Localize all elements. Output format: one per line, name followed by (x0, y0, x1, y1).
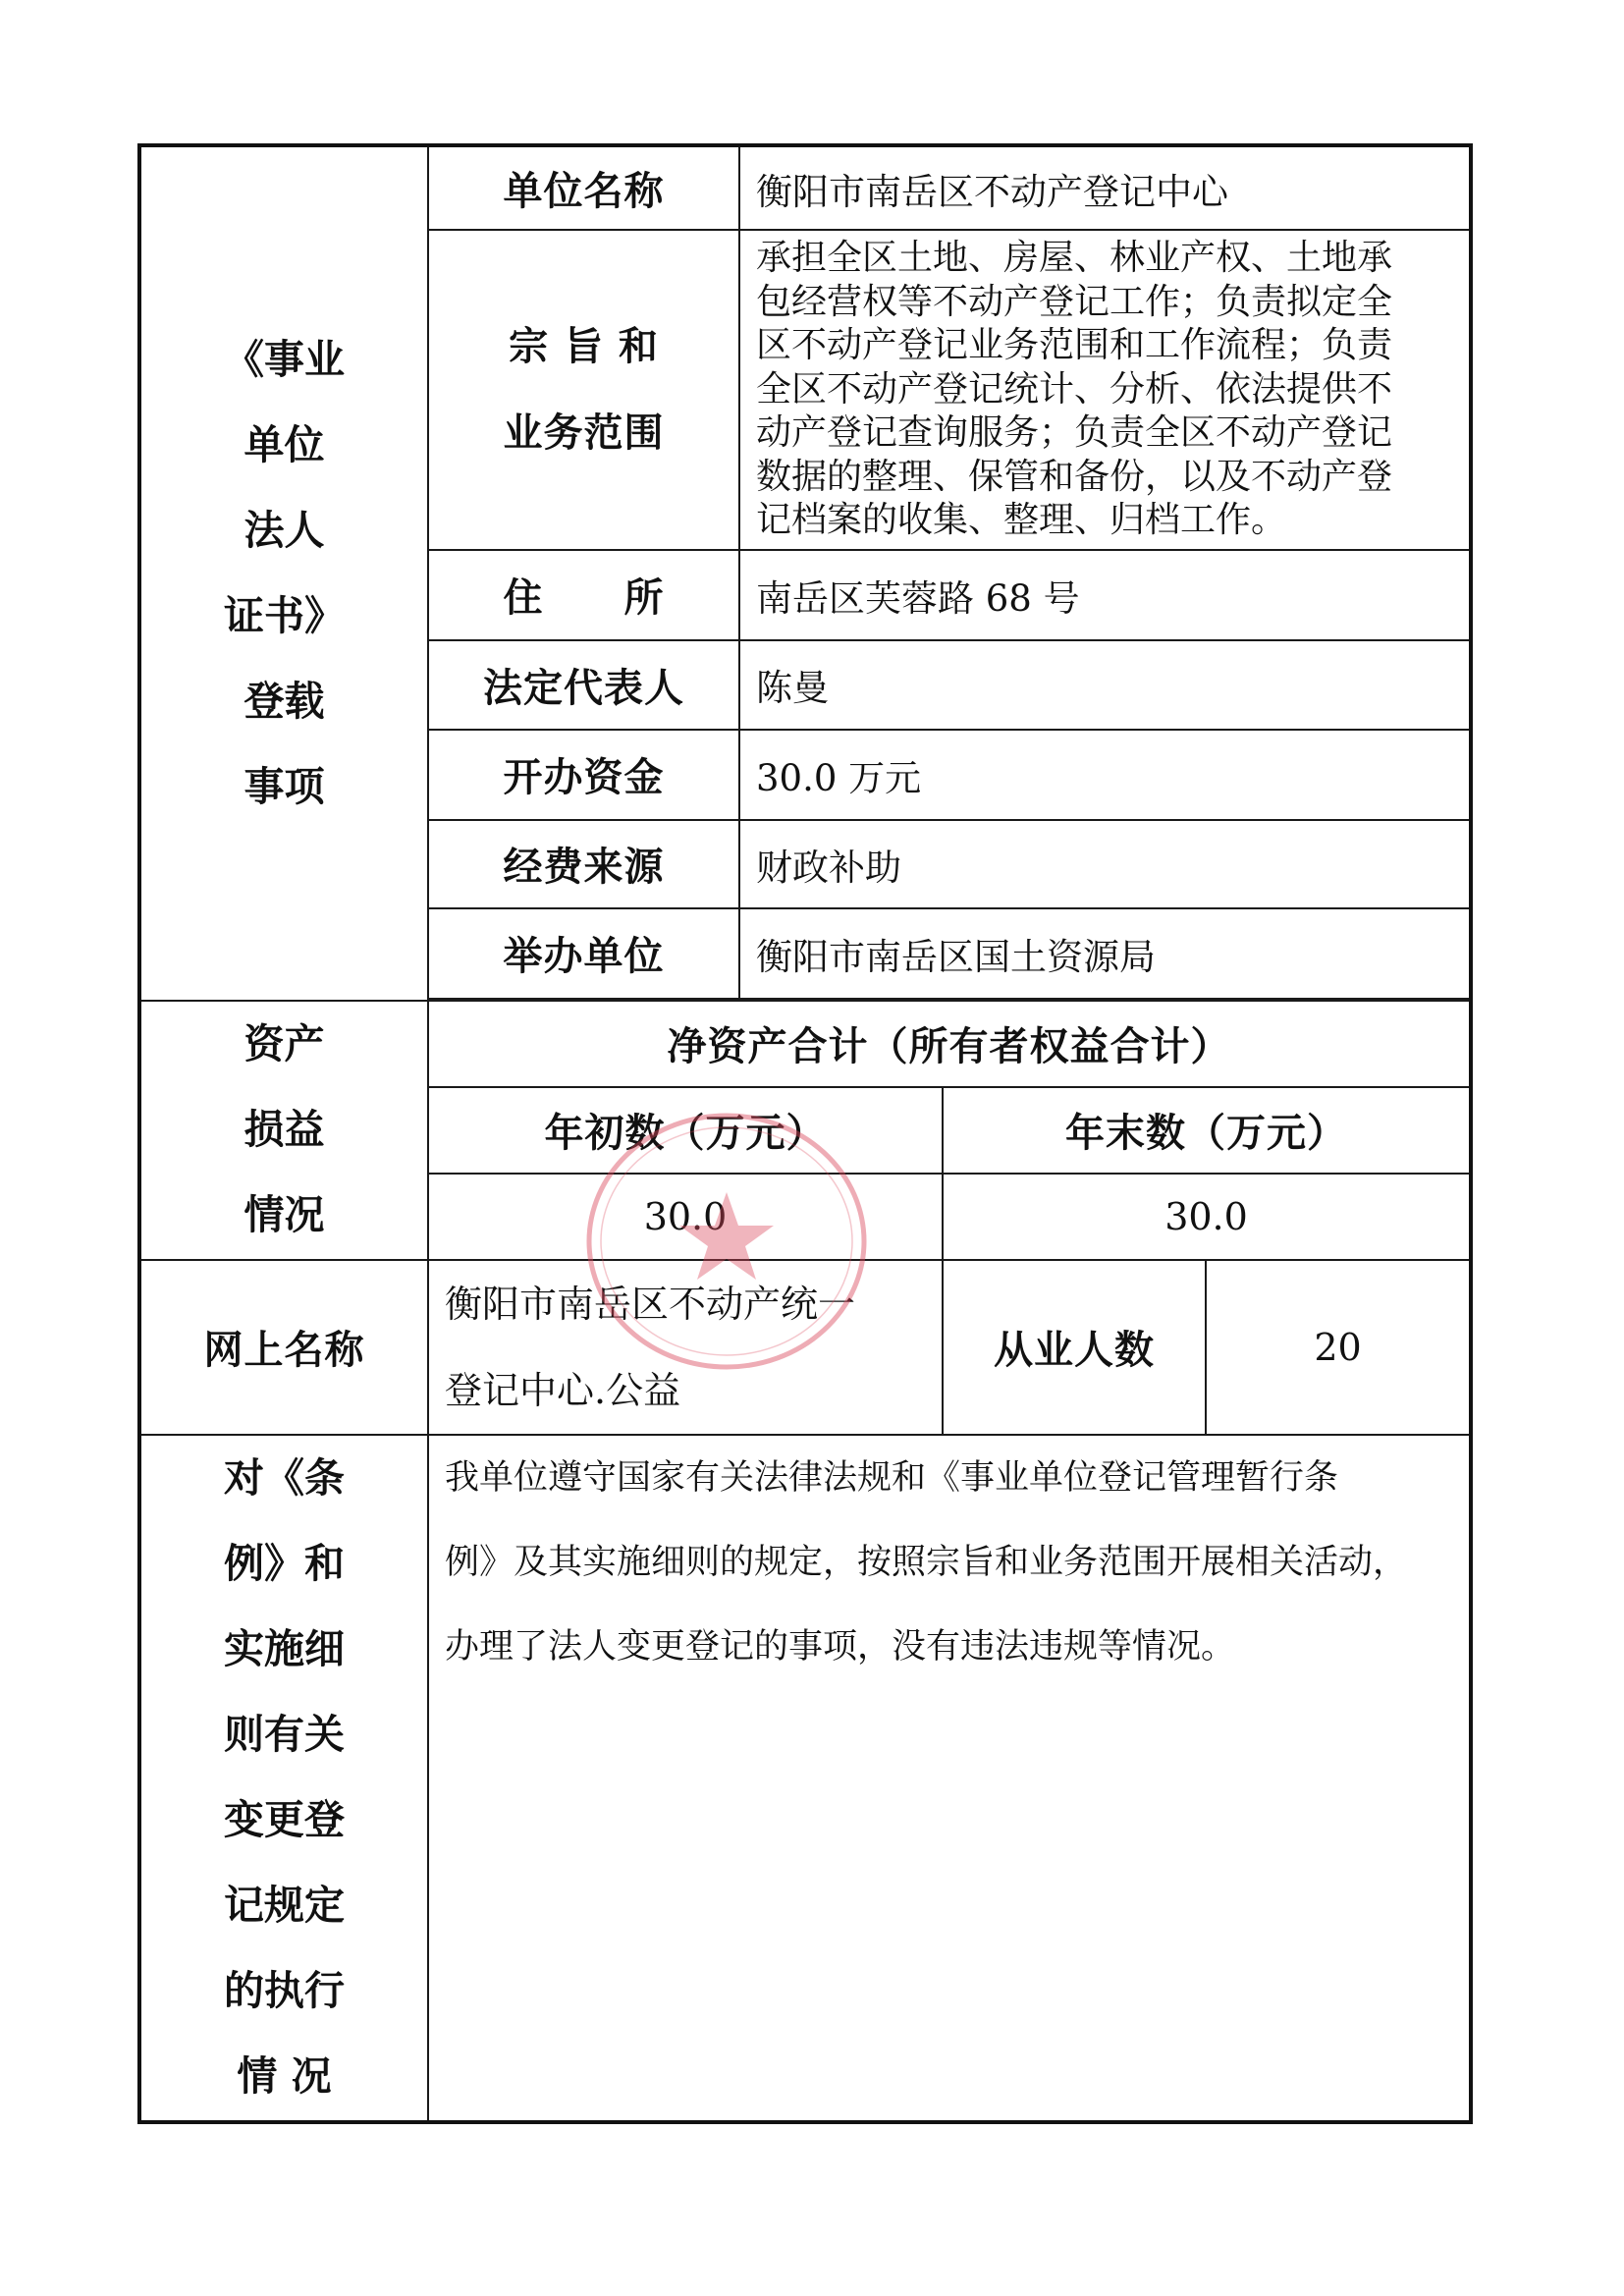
certificate-items-line: 登载 (244, 677, 325, 725)
certificate-items-line: 《事业 (224, 335, 345, 383)
funding-source-value: 财政补助 (739, 820, 1471, 908)
compliance-label-line: 的执行 (224, 1966, 345, 2014)
purpose-line: 数据的整理、保管和备份，以及不动产登 (756, 456, 1393, 497)
staff-count-value: 20 (1206, 1260, 1471, 1435)
begin-year-value: 30.0 (428, 1174, 943, 1260)
online-name-value (428, 1260, 943, 1435)
funding-source-label: 经费来源 (428, 820, 739, 908)
online-name-line: 登记中心.公益 (445, 1368, 681, 1412)
compliance-label-line: 变更登 (224, 1795, 345, 1843)
purpose-label (428, 230, 739, 550)
funds-value: 30.0 万元 (739, 730, 1471, 820)
sponsor-value: 衡阳市南岳区国土资源局 (739, 908, 1471, 999)
online-name-line: 衡阳市南岳区不动产统一 (445, 1282, 856, 1326)
certificate-items-line: 单位 (244, 420, 325, 468)
purpose-line: 记档案的收集、整理、归档工作。 (756, 500, 1287, 540)
registration-form (137, 143, 1469, 2102)
compliance-label (139, 1435, 428, 2122)
residence-label: 住 所 (428, 550, 739, 640)
unit-name-value: 衡阳市南岳区不动产登记中心 (739, 145, 1471, 230)
purpose-line: 动产登记查询服务；负责全区不动产登记 (756, 412, 1393, 453)
assets-label-line: 情况 (244, 1191, 325, 1238)
legal-rep-value: 陈曼 (739, 640, 1471, 730)
compliance-label-line: 情 况 (237, 2051, 332, 2100)
legal-rep-label: 法定代表人 (428, 640, 739, 730)
compliance-line: 例》及其实施细则的规定，按照宗旨和业务范围开展相关活动， (445, 1542, 1408, 1582)
purpose-value (739, 230, 1471, 550)
certificate-items-line: 证书》 (224, 591, 345, 639)
assets-label-line: 资产 (244, 1020, 325, 1067)
certificate-items-line: 事项 (244, 762, 325, 810)
compliance-statement (428, 1435, 1471, 2122)
purpose-line: 区不动产登记业务范围和工作流程；负责 (756, 325, 1393, 365)
purpose-label-line: 宗 旨 和 (509, 323, 659, 369)
certificate-items-line: 法人 (244, 506, 325, 554)
residence-value: 南岳区芙蓉路 68 号 (739, 550, 1471, 640)
compliance-label-line: 记规定 (224, 1881, 345, 1929)
end-year-header: 年末数（万元） (943, 1087, 1471, 1174)
compliance-label-line: 对《条 (224, 1453, 345, 1502)
purpose-line: 承担全区土地、房屋、林业产权、土地承 (756, 238, 1393, 278)
compliance-line: 办理了法人变更登记的事项，没有违法违规等情况。 (445, 1626, 1236, 1667)
registration-table (137, 143, 1473, 2124)
online-name-label: 网上名称 (139, 1260, 428, 1435)
sponsor-label: 举办单位 (428, 908, 739, 999)
certificate-items-label (139, 145, 428, 1001)
funds-label: 开办资金 (428, 730, 739, 820)
end-year-value: 30.0 (943, 1174, 1471, 1260)
compliance-label-line: 则有关 (224, 1710, 345, 1758)
purpose-line: 全区不动产登记统计、分析、依法提供不 (756, 368, 1393, 410)
compliance-label-line: 例》和 (224, 1539, 345, 1587)
begin-year-header: 年初数（万元） (428, 1087, 943, 1174)
unit-name-label: 单位名称 (428, 145, 739, 230)
purpose-line: 包经营权等不动产登记工作；负责拟定全 (756, 281, 1393, 322)
net-assets-header: 净资产合计（所有者权益合计） (428, 1001, 1471, 1087)
assets-label-line: 损益 (244, 1106, 325, 1153)
compliance-line: 我单位遵守国家有关法律法规和《事业单位登记管理暂行条 (445, 1457, 1339, 1498)
purpose-label-line: 业务范围 (503, 410, 665, 456)
assets-label (139, 1001, 428, 1260)
staff-count-label: 从业人数 (943, 1260, 1206, 1435)
compliance-label-line: 实施细 (224, 1624, 345, 1672)
